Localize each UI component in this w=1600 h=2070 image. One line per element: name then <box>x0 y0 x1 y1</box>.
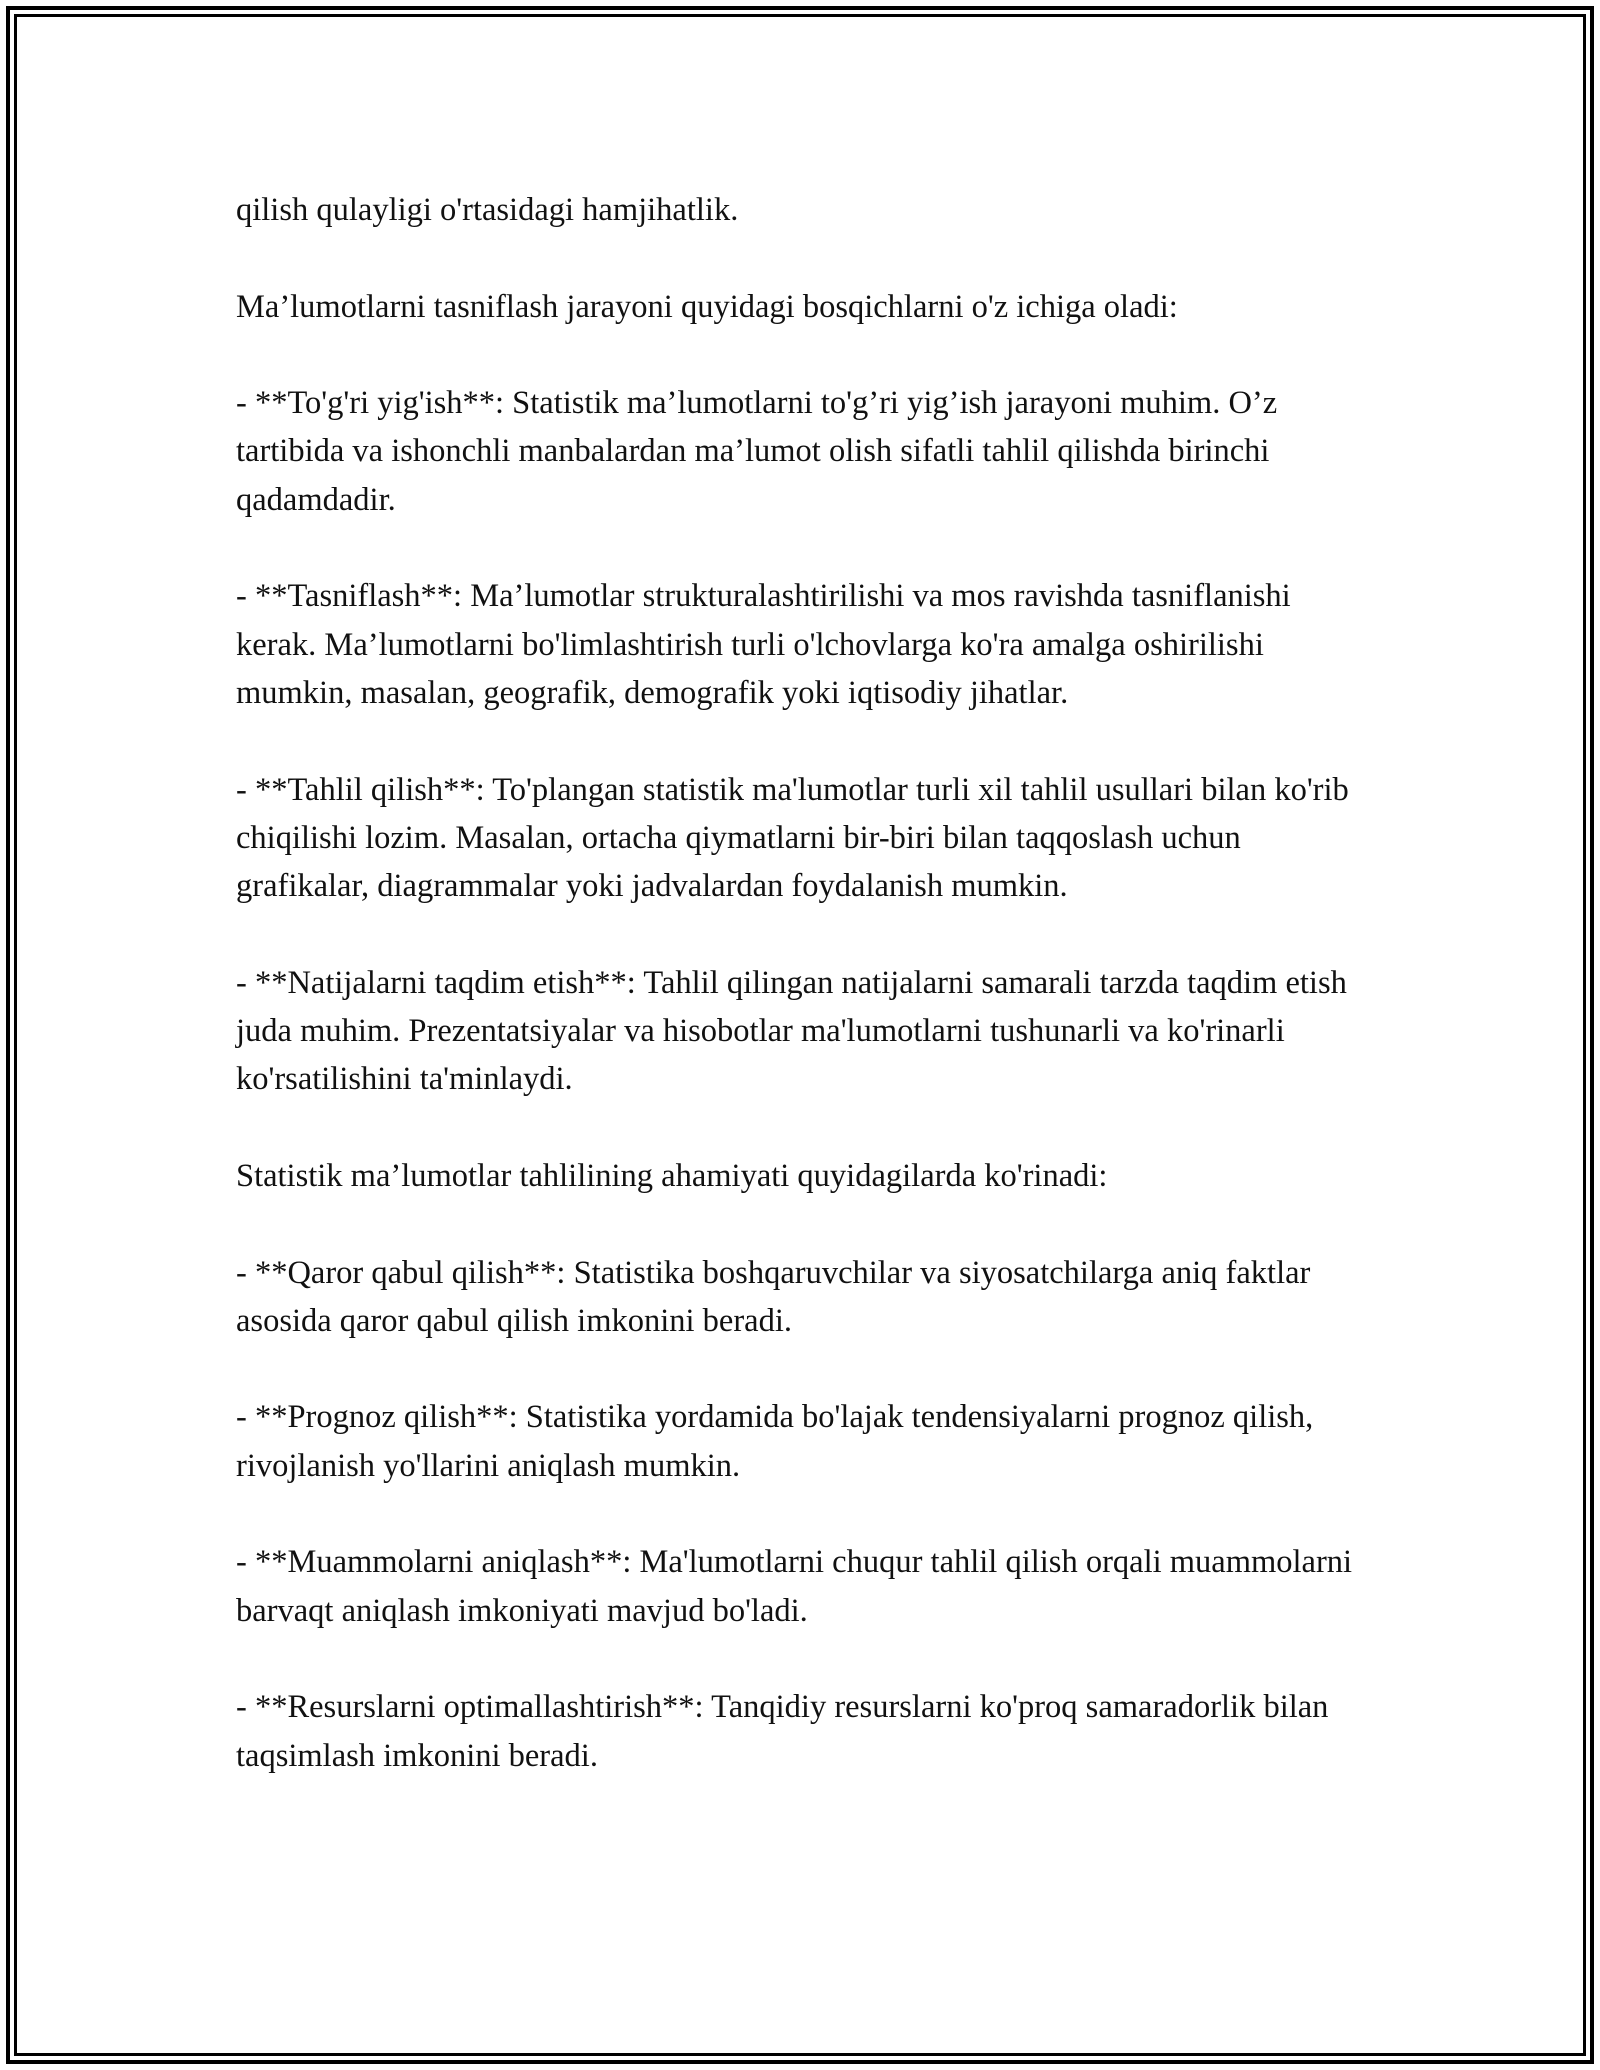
list-item-classification: - **Tasniflash**: Ma’lumotlar strukturalashtirilishi va mos ravishda tasniflanishi kerak. Ma’lumotlarni bo'limlashtirish turli o'lchovlarga ko'ra amalga oshirilishi mumkin, masalan, geografik, demografik yoki iqtisodiy jihatlar. <box>236 578 1291 711</box>
list-item-presenting-results: - **Natijalarni taqdim etish**: Tahlil qilingan natijalarni samarali tarzda taqdim etish juda muhim. Prezentatsiyalar va hisobotlar ma'lumotlarni tushunarli va ko'rinarli ko'rsatilishini ta'minlaydi. <box>236 964 1347 1098</box>
list-item-resource-optimization: - **Resurslarni optimallashtirish**: Tanqidiy resurslarni ko'proq samaradorlik bilan taqsimlash imkonini beradi. <box>236 1689 1329 1774</box>
list-item-forecasting: - **Prognoz qilish**: Statistika yordamida bo'lajak tendensiyalarni prognoz qilish, rivojlanish yo'llarini aniqlash mumkin. <box>236 1399 1314 1484</box>
list-item-decision-making: - **Qaror qabul qilish**: Statistika boshqaruvchilar va siyosatchilarga aniq faktlar asosida qaror qabul qilish imkonini beradi. <box>236 1254 1311 1339</box>
list-item-correct-collection: - **To'g'ri yig'ish**: Statistik ma’lumotlarni to'g’ri yig’ish jarayoni muhim. O’z tartibida va ishonchli manbalardan ma’lumot olish sifatli tahlil qilishda birinchi qadamdadir. <box>236 385 1278 518</box>
paragraph-importance-intro: Statistik ma’lumotlar tahlilining ahamiyati quyidagilarda ko'rinadi: <box>236 1157 1108 1194</box>
list-item-analysis: - **Tahlil qilish**: To'plangan statistik ma'lumotlar turli xil tahlil usullari bilan ko'rib chiqilishi lozim. Masalan, ortacha qiymatlarni bir-biri bilan taqqoslash uchun grafikalar, diagrammalar yoki jadvalardan foydalanish mumkin. <box>236 771 1349 905</box>
document-body <box>236 186 1366 1828</box>
paragraph-classification-intro: Ma’lumotlarni tasniflash jarayoni quyidagi bosqichlarni o'z ichiga oladi: <box>236 288 1178 325</box>
paragraph-continuation: qilish qulayligi o'rtasidagi hamjihatlik. <box>236 192 739 228</box>
list-item-problem-detection: - **Muammolarni aniqlash**: Ma'lumotlarni chuqur tahlil qilish orqali muammolarni barvaqt aniqlash imkoniyati mavjud bo'ladi. <box>236 1544 1353 1629</box>
